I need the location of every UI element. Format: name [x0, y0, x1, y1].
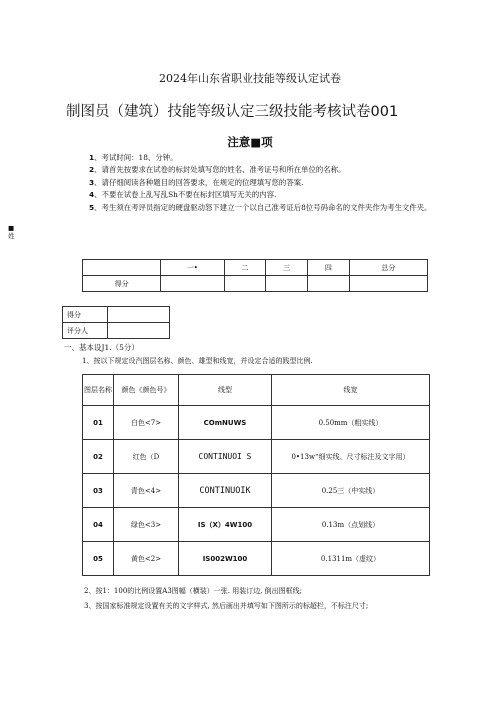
table-row: 03 青色<4> CONTINUOIK 0.25三（中实线） — [83, 474, 430, 508]
notice-title: 注意■项 — [227, 135, 273, 149]
table-row: 04 绿色<3> IS（X）4W100 0.13m（点划线） — [83, 508, 430, 542]
margin-mark: ■ 姓 — [8, 224, 15, 240]
notice-item: 4、不要在试卷上乱写乱Sh不要在标封区填写无关的内容. — [89, 190, 277, 200]
score-cell[interactable] — [307, 276, 349, 292]
notice-item: 2、请首先按要求在试卷的标封处填写您的姓名、准考证号和所在单位的名称。 — [89, 165, 346, 175]
notice-item: 3、请仔细阅读各种题目的回答要求，在规定的位理填写您的答案. — [89, 177, 304, 187]
section-title: 一、基本设J1.（5分） — [64, 343, 139, 352]
question-1: 1、按以下规定设汽图层名称、颜色、雄型和线宽，并设定合适的践型比例. — [82, 357, 313, 365]
score-cell[interactable] — [224, 276, 266, 292]
score-cell[interactable] — [161, 276, 224, 292]
notice-list — [89, 152, 439, 214]
notice-item: 5、考生须在考评员指定的硬盘驱动怒下建立一个以自己准考证后8位号码命名的文件夹作为考生文件夹。 — [89, 202, 432, 212]
grader-table: 得分 评分人 — [62, 306, 170, 339]
score-cell[interactable] — [108, 307, 170, 323]
notice-item: 1、考试时间：18、分钟。 — [89, 153, 178, 162]
table-row: 05 黄色<2> IS002W100 0.1311m（虚纹） — [83, 542, 430, 576]
score-cell[interactable] — [266, 276, 308, 292]
table-row: 02 红色（D CONTINUOI S 0•13w“细实线、尺寸标注及文字用） — [83, 440, 430, 474]
score-cell[interactable] — [349, 276, 427, 292]
paper-title: 制图员（建筑）技能等级认定三级技能考核试卷001 — [66, 104, 399, 120]
question-3: 3、按国家标准规定设置有关的文字样式, 然后画出并填写如下图所示的标超栏，不标注尺寸; — [84, 602, 369, 610]
grader-cell[interactable] — [108, 323, 170, 339]
score-table-header: 一• 二 三 四 总分 — [83, 260, 428, 276]
question-2: 2、按1：100的比例设置A3图幅（横装）一张. 用装订边, 倒出图框线; — [84, 587, 303, 595]
score-table — [82, 259, 428, 292]
score-row: 得分 — [83, 276, 428, 292]
exam-title: 2024年山东省职业技能等级认定试卷 — [159, 72, 341, 85]
table-row: 01 白色<7> COmNUWS 0.50mm（粗实线） — [83, 406, 430, 440]
layer-table — [82, 374, 430, 576]
layer-table-header: 图层名称 颜色《颜色号》 线型 线宽 — [83, 375, 430, 406]
